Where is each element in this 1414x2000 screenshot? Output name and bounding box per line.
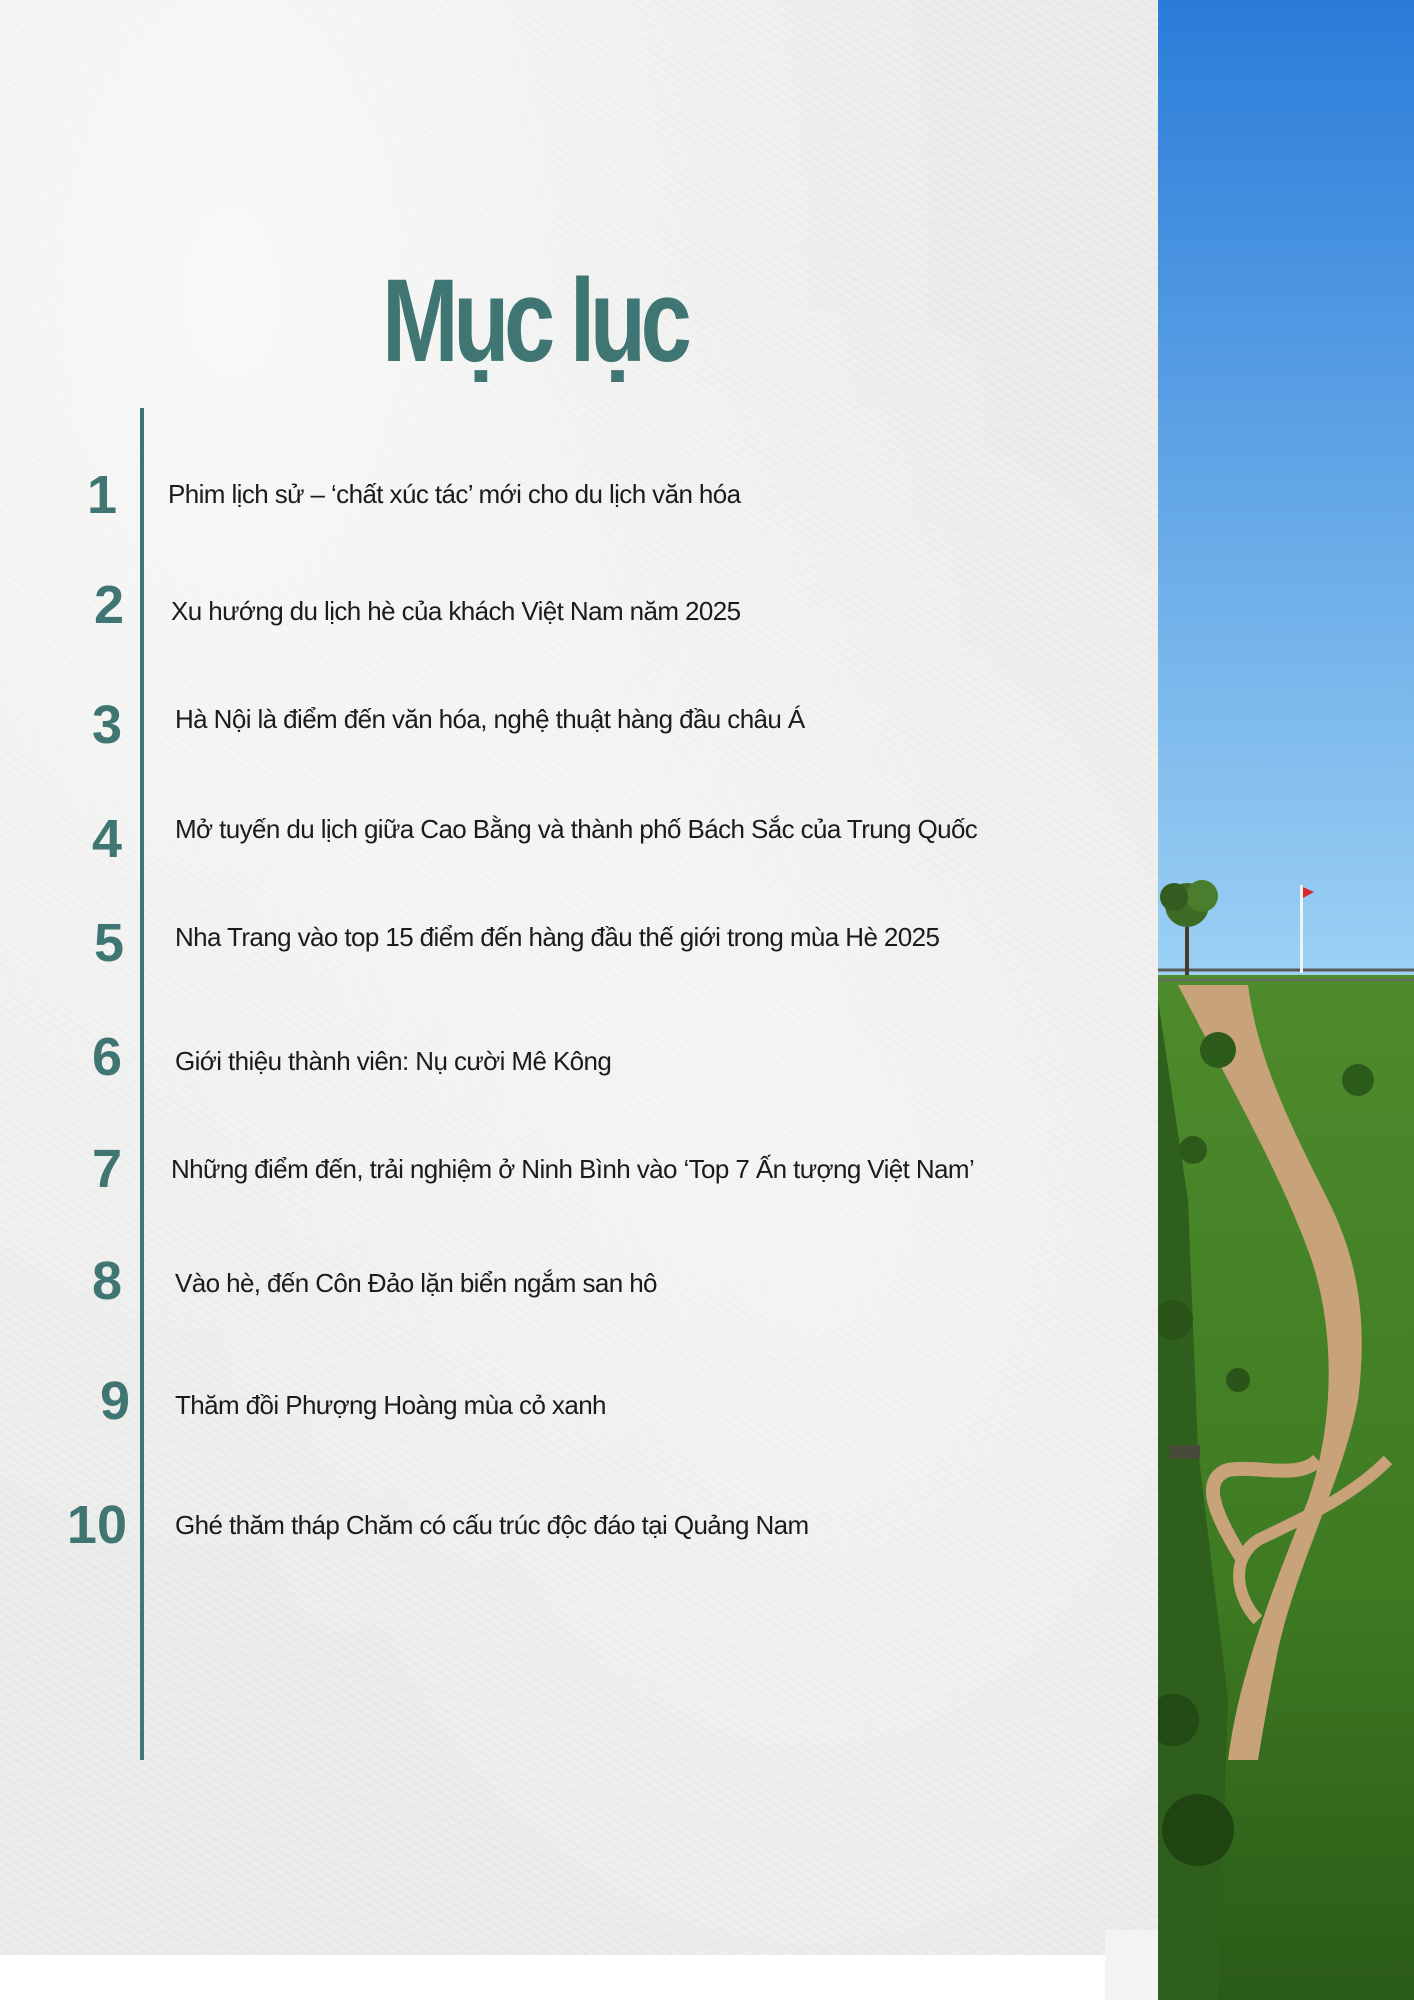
toc-number: 5 bbox=[93, 913, 124, 973]
toc-number: 2 bbox=[93, 575, 124, 635]
toc-title: Ghé thăm tháp Chăm có cấu trúc độc đáo tại Quảng Nam bbox=[175, 1510, 809, 1540]
toc-title: Phim lịch sử – ‘chất xúc tác’ mới cho du lịch văn hóa bbox=[168, 479, 741, 509]
toc-title: Những điểm đến, trải nghiệm ở Ninh Bình vào ‘Top 7 Ấn tượng Việt Nam’ bbox=[171, 1154, 975, 1184]
toc-title: Thăm đồi Phượng Hoàng mùa cỏ xanh bbox=[175, 1390, 606, 1420]
page-title: Mục lục bbox=[382, 255, 687, 387]
hill-landscape-photo bbox=[1158, 0, 1414, 2000]
photo-illustration bbox=[1158, 0, 1414, 2000]
paper-edge bbox=[1105, 1930, 1158, 2000]
toc-number: 9 bbox=[99, 1371, 130, 1431]
toc-number: 7 bbox=[91, 1139, 122, 1199]
toc-title: Hà Nội là điểm đến văn hóa, nghệ thuật hàng đầu châu Á bbox=[175, 704, 805, 734]
timeline-divider bbox=[140, 408, 144, 1760]
toc-number: 6 bbox=[91, 1027, 122, 1087]
toc-number: 1 bbox=[86, 465, 117, 525]
toc-title: Xu hướng du lịch hè của khách Việt Nam năm 2025 bbox=[171, 596, 741, 626]
toc-number: 4 bbox=[91, 809, 122, 869]
toc-title: Vào hè, đến Côn Đảo lặn biển ngắm san hô bbox=[175, 1268, 657, 1298]
toc-number: 3 bbox=[91, 695, 122, 755]
toc-title: Giới thiệu thành viên: Nụ cười Mê Kông bbox=[175, 1046, 612, 1076]
toc-number: 10 bbox=[66, 1495, 127, 1555]
toc-title: Mở tuyến du lịch giữa Cao Bằng và thành phố Bách Sắc của Trung Quốc bbox=[175, 814, 978, 844]
toc-title: Nha Trang vào top 15 điểm đến hàng đầu thế giới trong mùa Hè 2025 bbox=[175, 922, 940, 952]
toc-number: 8 bbox=[91, 1251, 122, 1311]
